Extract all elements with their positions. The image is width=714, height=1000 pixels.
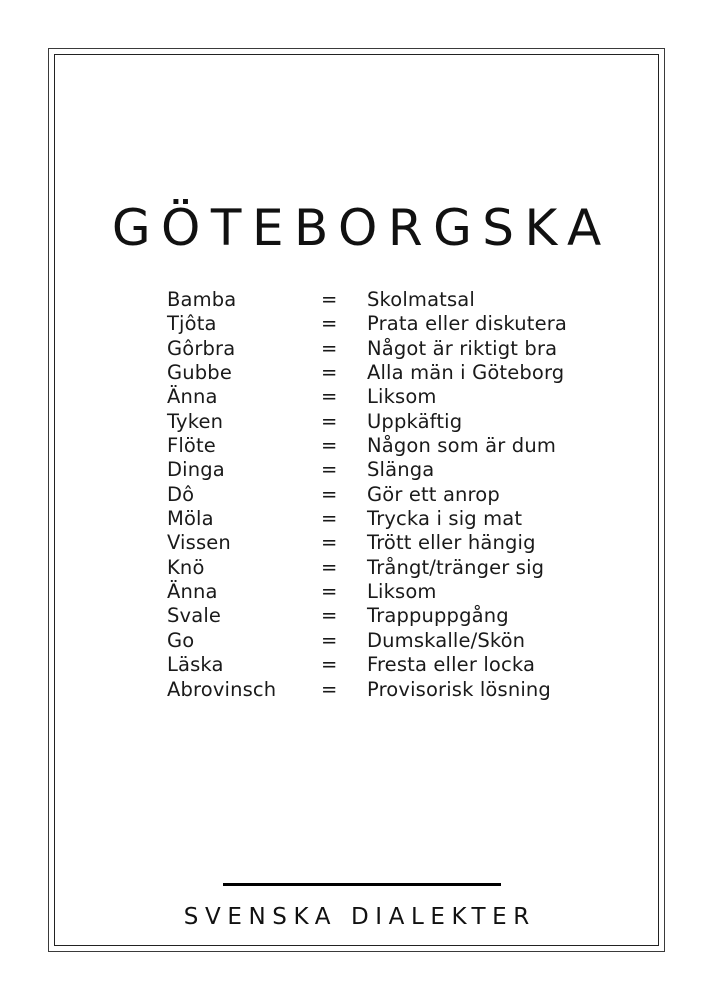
glossary-term: Tyken — [167, 409, 224, 433]
page-title: GÖTEBORGSKA — [111, 199, 612, 257]
glossary-definition: Någon som är dum — [367, 434, 556, 458]
footer-caption: SVENSKA DIALEKTER — [183, 904, 536, 930]
glossary-row — [167, 385, 567, 409]
glossary-definition: Uppkäftig — [367, 409, 463, 433]
glossary-definition: Gör ett anrop — [367, 482, 500, 506]
glossary-definition: Skolmatsal — [367, 288, 475, 311]
glossary-table — [167, 288, 567, 702]
poster-frame-inner — [54, 54, 659, 946]
glossary-term: Tjôta — [167, 312, 217, 336]
glossary-row — [167, 410, 567, 434]
glossary-definition: Prata eller diskutera — [367, 312, 567, 336]
glossary-separator: = — [321, 434, 338, 458]
glossary-row — [167, 678, 567, 702]
glossary-row — [167, 604, 567, 628]
glossary-row — [167, 458, 567, 482]
glossary-separator: = — [321, 409, 338, 433]
glossary-separator: = — [321, 312, 338, 336]
glossary-term: Vissen — [167, 531, 231, 555]
glossary-separator: = — [321, 482, 338, 506]
glossary-term: Knö — [167, 555, 205, 579]
glossary-term: Svale — [167, 604, 222, 628]
glossary-definition: Fresta eller locka — [367, 653, 536, 677]
glossary-separator: = — [321, 336, 338, 360]
glossary-row — [167, 337, 567, 361]
glossary-term: Änna — [167, 385, 218, 409]
glossary-definition: Alla män i Göteborg — [367, 361, 565, 385]
glossary-definition: Dumskalle/Skön — [367, 628, 526, 652]
glossary-term: Dinga — [167, 458, 225, 482]
glossary-definition: Liksom — [367, 580, 437, 604]
poster-frame-outer — [48, 48, 665, 952]
glossary-definition: Trött eller hängig — [367, 531, 536, 555]
glossary-term: Möla — [167, 507, 214, 531]
glossary-row — [167, 288, 567, 312]
glossary-separator: = — [321, 385, 338, 409]
glossary-row — [167, 556, 567, 580]
glossary-definition: Trångt/tränger sig — [367, 555, 545, 579]
glossary-separator: = — [321, 580, 338, 604]
glossary-row — [167, 312, 567, 336]
glossary-row — [167, 483, 567, 507]
glossary-body — [167, 288, 567, 702]
glossary-row — [167, 434, 567, 458]
glossary-separator: = — [321, 361, 338, 385]
glossary-separator: = — [321, 628, 338, 652]
glossary-separator: = — [321, 653, 338, 677]
glossary-row — [167, 580, 567, 604]
glossary-definition: Slänga — [367, 458, 435, 482]
glossary-separator: = — [321, 507, 338, 531]
glossary-separator: = — [321, 604, 338, 628]
glossary-separator: = — [321, 531, 338, 555]
glossary-definition: Liksom — [367, 385, 437, 409]
poster-content — [55, 55, 658, 945]
glossary-row — [167, 361, 567, 385]
glossary-row — [167, 531, 567, 555]
glossary-term: Dô — [167, 482, 195, 506]
glossary-separator: = — [321, 458, 338, 482]
glossary-term: Gubbe — [167, 361, 232, 385]
glossary-term: Abrovinsch — [167, 677, 277, 701]
glossary-term: Änna — [167, 580, 218, 604]
glossary-definition: Något är riktigt bra — [367, 336, 558, 360]
glossary-term: Go — [167, 628, 195, 652]
glossary-definition: Provisorisk lösning — [367, 677, 551, 701]
glossary-separator: = — [321, 288, 338, 311]
glossary-row — [167, 629, 567, 653]
glossary-term: Gôrbra — [167, 336, 236, 360]
glossary-definition: Trycka i sig mat — [367, 507, 523, 531]
glossary-row — [167, 507, 567, 531]
glossary-row — [167, 653, 567, 677]
glossary-term: Flöte — [167, 434, 216, 458]
glossary-separator: = — [321, 555, 338, 579]
footer-divider — [223, 883, 501, 886]
glossary-term: Läska — [167, 653, 224, 677]
glossary-term: Bamba — [167, 288, 237, 311]
glossary-definition: Trappuppgång — [367, 604, 509, 628]
glossary-separator: = — [321, 677, 338, 701]
